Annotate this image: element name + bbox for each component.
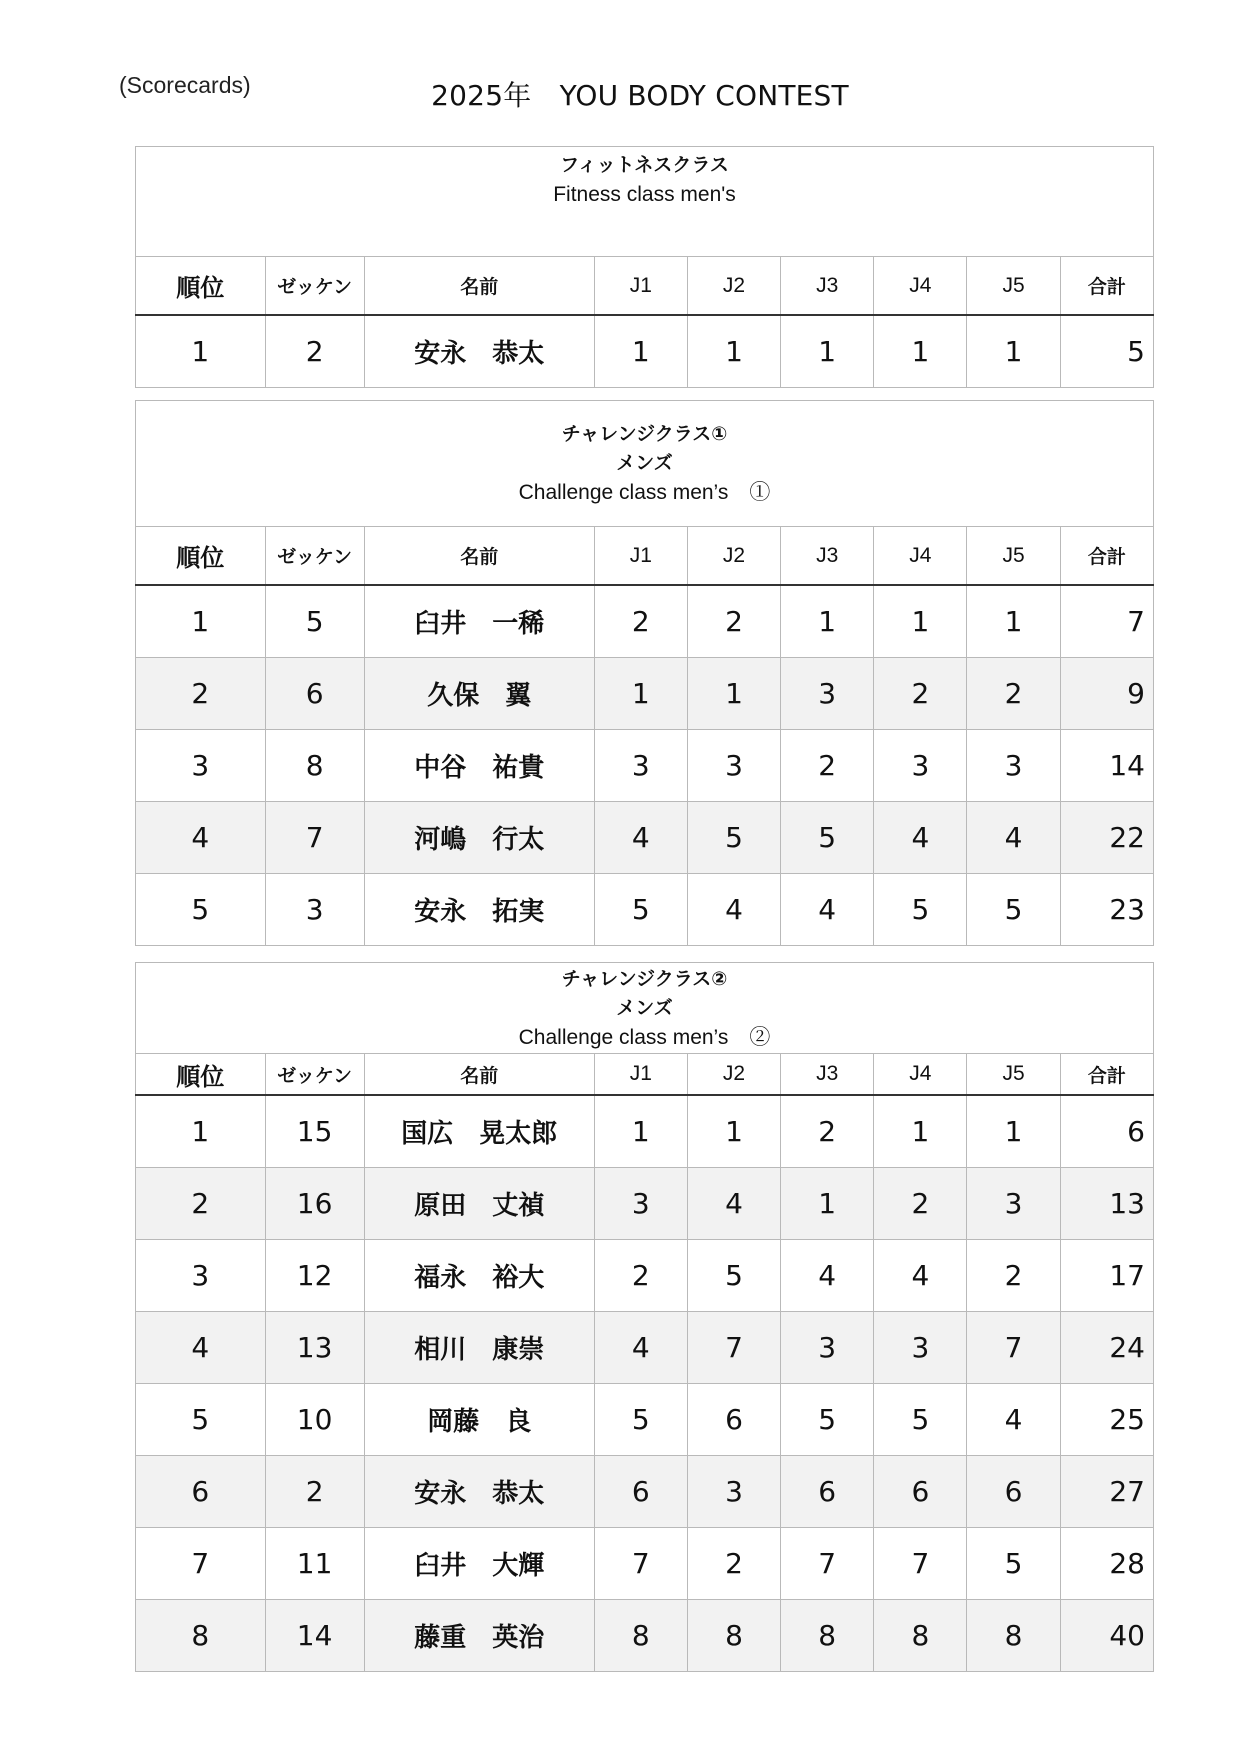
cell-rank: 3 [136, 1240, 266, 1312]
cell-name: 臼井 大輝 [364, 1528, 594, 1600]
cell-rank: 5 [136, 1384, 266, 1456]
cell-name: 中谷 祐貴 [364, 730, 594, 802]
column-header-j3: J3 [781, 1054, 874, 1096]
column-header-j5: J5 [967, 527, 1060, 586]
column-header-j2: J2 [687, 1054, 780, 1096]
cell-total: 7 [1060, 585, 1153, 658]
cell-name: 安永 恭太 [364, 1456, 594, 1528]
cell-name: 国広 晃太郎 [364, 1095, 594, 1168]
cell-j2: 1 [687, 658, 780, 730]
column-header-j3: J3 [781, 527, 874, 586]
table-caption [136, 401, 1154, 527]
cell-rank: 4 [136, 1312, 266, 1384]
cell-j1: 6 [594, 1456, 687, 1528]
caption-line: チャレンジクラス② [561, 967, 728, 990]
cell-bib: 2 [265, 1456, 364, 1528]
cell-total: 13 [1060, 1168, 1153, 1240]
cell-j4: 4 [874, 1240, 967, 1312]
cell-bib: 12 [265, 1240, 364, 1312]
scorecard-table-challenge-2 [135, 962, 1154, 1672]
column-header-rank: 順位 [136, 1054, 266, 1096]
table-body [136, 585, 1154, 946]
cell-name: 福永 裕大 [364, 1240, 594, 1312]
cell-total: 6 [1060, 1095, 1153, 1168]
cell-bib: 6 [265, 658, 364, 730]
cell-name: 安永 恭太 [364, 315, 594, 388]
cell-j4: 5 [874, 1384, 967, 1456]
table-row [136, 1168, 1154, 1240]
cell-bib: 13 [265, 1312, 364, 1384]
cell-rank: 3 [136, 730, 266, 802]
cell-j4: 3 [874, 730, 967, 802]
cell-name: 臼井 一稀 [364, 585, 594, 658]
cell-j4: 1 [874, 1095, 967, 1168]
scorecard-table-fitness [135, 146, 1154, 388]
cell-name: 安永 拓実 [364, 874, 594, 946]
cell-rank: 2 [136, 658, 266, 730]
cell-j2: 2 [687, 585, 780, 658]
cell-j2: 4 [687, 1168, 780, 1240]
cell-name: 相川 康崇 [364, 1312, 594, 1384]
header-row [136, 1054, 1154, 1096]
cell-total: 25 [1060, 1384, 1153, 1456]
cell-j1: 1 [594, 315, 687, 388]
cell-bib: 5 [265, 585, 364, 658]
cell-j3: 1 [781, 585, 874, 658]
cell-rank: 1 [136, 585, 266, 658]
cell-j5: 2 [967, 1240, 1060, 1312]
cell-j5: 1 [967, 315, 1060, 388]
cell-j1: 7 [594, 1528, 687, 1600]
document-title: 2025年 YOU BODY CONTEST [431, 79, 849, 112]
cell-j3: 2 [781, 730, 874, 802]
cell-j2: 3 [687, 730, 780, 802]
document-label: (Scorecards) [119, 72, 251, 98]
caption-english: Challenge class men’s ② [518, 1025, 771, 1049]
cell-rank: 6 [136, 1456, 266, 1528]
table-row [136, 802, 1154, 874]
column-header-total: 合計 [1060, 1054, 1153, 1096]
column-header-bib: ゼッケン [265, 527, 364, 586]
cell-bib: 14 [265, 1600, 364, 1672]
cell-j1: 5 [594, 1384, 687, 1456]
column-header-total: 合計 [1060, 257, 1153, 316]
column-header-j5: J5 [967, 1054, 1060, 1096]
table-row [136, 585, 1154, 658]
cell-j5: 4 [967, 802, 1060, 874]
caption-english: Challenge class men’s ① [518, 481, 771, 504]
cell-name: 岡藤 良 [364, 1384, 594, 1456]
cell-j4: 3 [874, 1312, 967, 1384]
column-header-j2: J2 [687, 257, 780, 316]
column-header-j2: J2 [687, 527, 780, 586]
table-row [136, 1240, 1154, 1312]
table-row [136, 315, 1154, 388]
cell-rank: 8 [136, 1600, 266, 1672]
scorecard-table-challenge-1 [135, 400, 1154, 946]
cell-j1: 4 [594, 1312, 687, 1384]
cell-j4: 1 [874, 315, 967, 388]
cell-total: 27 [1060, 1456, 1153, 1528]
column-header-j1: J1 [594, 257, 687, 316]
cell-rank: 4 [136, 802, 266, 874]
table-row [136, 1456, 1154, 1528]
cell-total: 5 [1060, 315, 1153, 388]
column-header-j4: J4 [874, 1054, 967, 1096]
cell-name: 原田 丈禎 [364, 1168, 594, 1240]
cell-j4: 5 [874, 874, 967, 946]
cell-j5: 2 [967, 658, 1060, 730]
column-header-j1: J1 [594, 1054, 687, 1096]
cell-j2: 3 [687, 1456, 780, 1528]
cell-j5: 8 [967, 1600, 1060, 1672]
cell-name: 藤重 英治 [364, 1600, 594, 1672]
cell-rank: 5 [136, 874, 266, 946]
column-header-j5: J5 [967, 257, 1060, 316]
cell-total: 14 [1060, 730, 1153, 802]
column-header-bib: ゼッケン [265, 257, 364, 316]
cell-j1: 3 [594, 730, 687, 802]
header-row [136, 257, 1154, 316]
cell-j1: 2 [594, 1240, 687, 1312]
table-row [136, 1528, 1154, 1600]
table-row [136, 1095, 1154, 1168]
cell-name: 久保 翼 [364, 658, 594, 730]
cell-name: 河嶋 行太 [364, 802, 594, 874]
cell-bib: 8 [265, 730, 364, 802]
cell-j2: 2 [687, 1528, 780, 1600]
cell-j5: 1 [967, 1095, 1060, 1168]
cell-j3: 2 [781, 1095, 874, 1168]
cell-j1: 1 [594, 658, 687, 730]
cell-j3: 3 [781, 658, 874, 730]
cell-bib: 10 [265, 1384, 364, 1456]
cell-j2: 5 [687, 802, 780, 874]
cell-j2: 4 [687, 874, 780, 946]
column-header-total: 合計 [1060, 527, 1153, 586]
cell-j3: 4 [781, 1240, 874, 1312]
table-row [136, 1600, 1154, 1672]
cell-j3: 3 [781, 1312, 874, 1384]
column-header-j3: J3 [781, 257, 874, 316]
cell-rank: 7 [136, 1528, 266, 1600]
cell-bib: 7 [265, 802, 364, 874]
cell-j4: 2 [874, 658, 967, 730]
cell-j4: 6 [874, 1456, 967, 1528]
cell-total: 40 [1060, 1600, 1153, 1672]
cell-bib: 11 [265, 1528, 364, 1600]
column-header-rank: 順位 [136, 527, 266, 586]
cell-j4: 1 [874, 585, 967, 658]
cell-j3: 7 [781, 1528, 874, 1600]
cell-j2: 5 [687, 1240, 780, 1312]
cell-bib: 15 [265, 1095, 364, 1168]
cell-j4: 2 [874, 1168, 967, 1240]
cell-bib: 2 [265, 315, 364, 388]
cell-j5: 6 [967, 1456, 1060, 1528]
table-caption [136, 963, 1154, 1054]
caption-english: Fitness class men's [553, 183, 736, 206]
cell-j4: 4 [874, 802, 967, 874]
cell-j3: 6 [781, 1456, 874, 1528]
cell-j2: 8 [687, 1600, 780, 1672]
cell-total: 24 [1060, 1312, 1153, 1384]
cell-j1: 3 [594, 1168, 687, 1240]
table-caption [136, 147, 1154, 257]
cell-j3: 8 [781, 1600, 874, 1672]
column-header-j4: J4 [874, 527, 967, 586]
table-row [136, 1384, 1154, 1456]
column-header-name: 名前 [364, 1054, 594, 1096]
column-header-j4: J4 [874, 257, 967, 316]
caption-line: メンズ [616, 996, 673, 1019]
cell-j5: 3 [967, 730, 1060, 802]
cell-j1: 1 [594, 1095, 687, 1168]
cell-j3: 1 [781, 315, 874, 388]
cell-j5: 7 [967, 1312, 1060, 1384]
table-row [136, 874, 1154, 946]
column-header-name: 名前 [364, 527, 594, 586]
header-row [136, 527, 1154, 586]
cell-j2: 6 [687, 1384, 780, 1456]
cell-j5: 5 [967, 874, 1060, 946]
cell-rank: 2 [136, 1168, 266, 1240]
column-header-j1: J1 [594, 527, 687, 586]
caption-line: メンズ [616, 452, 673, 474]
cell-j5: 5 [967, 1528, 1060, 1600]
cell-j1: 4 [594, 802, 687, 874]
cell-j5: 4 [967, 1384, 1060, 1456]
cell-total: 22 [1060, 802, 1153, 874]
cell-j2: 1 [687, 315, 780, 388]
cell-j5: 1 [967, 585, 1060, 658]
cell-total: 9 [1060, 658, 1153, 730]
cell-j3: 5 [781, 802, 874, 874]
cell-total: 28 [1060, 1528, 1153, 1600]
table-row [136, 1312, 1154, 1384]
column-header-rank: 順位 [136, 257, 266, 316]
cell-j3: 4 [781, 874, 874, 946]
table-row [136, 730, 1154, 802]
table-row [136, 658, 1154, 730]
cell-j3: 5 [781, 1384, 874, 1456]
cell-j1: 5 [594, 874, 687, 946]
cell-total: 23 [1060, 874, 1153, 946]
cell-rank: 1 [136, 1095, 266, 1168]
cell-j4: 7 [874, 1528, 967, 1600]
cell-bib: 3 [265, 874, 364, 946]
table-body [136, 1095, 1154, 1672]
cell-bib: 16 [265, 1168, 364, 1240]
cell-rank: 1 [136, 315, 266, 388]
cell-j2: 1 [687, 1095, 780, 1168]
table-body [136, 315, 1154, 388]
cell-j2: 7 [687, 1312, 780, 1384]
caption-line: チャレンジクラス① [561, 423, 728, 445]
column-header-bib: ゼッケン [265, 1054, 364, 1096]
cell-j4: 8 [874, 1600, 967, 1672]
cell-j1: 8 [594, 1600, 687, 1672]
cell-total: 17 [1060, 1240, 1153, 1312]
cell-j3: 1 [781, 1168, 874, 1240]
cell-j5: 3 [967, 1168, 1060, 1240]
column-header-name: 名前 [364, 257, 594, 316]
caption-line: フィットネスクラス [560, 154, 729, 176]
cell-j1: 2 [594, 585, 687, 658]
